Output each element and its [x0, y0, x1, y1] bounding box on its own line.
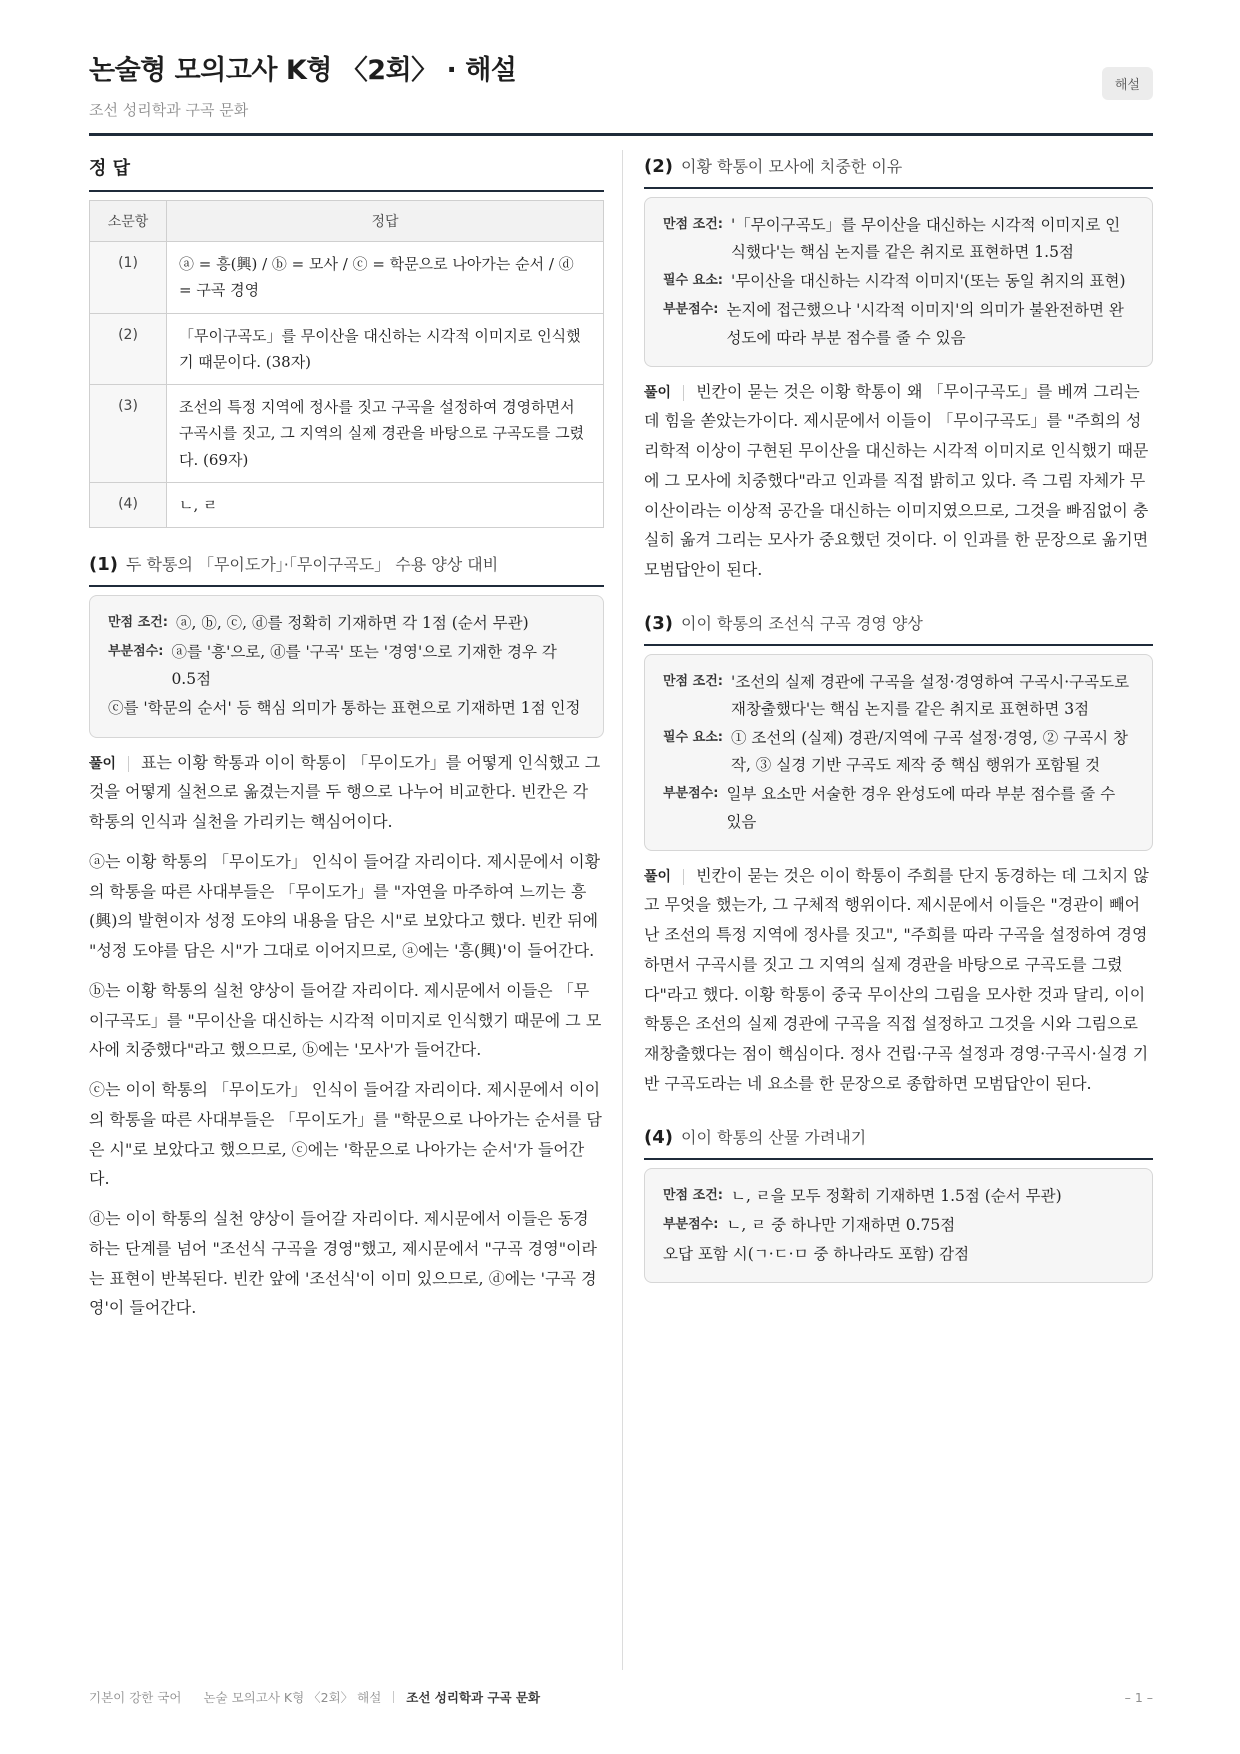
page-title: 논술형 모의고사 K형 〈2회〉 · 해설 [89, 55, 517, 86]
left-column [89, 148, 604, 1333]
full-score-label: 만점 조건: [663, 217, 723, 232]
answers-header-row [90, 201, 604, 242]
full-score-label: 만점 조건: [663, 673, 723, 689]
column-divider [622, 150, 623, 1670]
q3-explanation [644, 861, 1153, 1099]
table-row [90, 313, 604, 385]
section-badge: 해설 [1102, 67, 1153, 100]
table-row [90, 242, 604, 314]
required-row [663, 268, 1134, 295]
full-score-label: 만점 조건: [663, 1187, 723, 1203]
explain-tag: 풀이 [89, 756, 129, 772]
answers-heading [89, 148, 604, 192]
footer-exam: 논술 모의고사 K형 〈2회〉 해설 [203, 1690, 382, 1705]
row-answer: 조선의 특정 지역에 정사를 짓고 구곡을 설정하여 경영하면서 구곡시를 짓고, 그 지역의 실제 경관을 바탕으로 구곡도를 그렸다. (69자) [167, 385, 604, 483]
q1-explain-text: 표는 이황 학통과 이이 학통이 「무이도가」를 어떻게 인식했고 그것을 어떻게 실천으로 옮겼는지를 두 행으로 나누어 비교한다. 빈칸은 각 학통의 인식과 실천을 가리키는 핵심어이다. [89, 752, 601, 831]
footer-separator [393, 1691, 394, 1703]
page-footer [89, 1688, 1153, 1706]
full-score-text: ㄴ, ㄹ을 모두 정확히 기재하면 1.5점 (순서 무관) [730, 1186, 1062, 1205]
q3-number: (3) [644, 612, 673, 634]
answers-heading-label: 정 답 [89, 158, 131, 179]
partial-score-text: 논지에 접근했으나 '시각적 이미지'의 의미가 불완전하면 완성도에 따라 부분 점수를 줄 수 있음 [726, 301, 1124, 347]
required-row [663, 725, 1134, 779]
full-score-row [663, 212, 1134, 266]
q3-heading [644, 605, 1153, 646]
q1-title: 두 학통의 「무이도가」·「무이구곡도」 수용 양상 대비 [125, 555, 499, 574]
q1-grading-box [89, 595, 604, 738]
page-header [89, 48, 1153, 120]
col-answer-header: 정답 [167, 201, 604, 242]
q1-heading [89, 546, 604, 587]
row-num: (4) [90, 482, 167, 527]
q2-number: (2) [644, 156, 673, 177]
required-text: '무이산을 대신하는 시각적 이미지'(또는 동일 취지의 표현) [730, 272, 1126, 291]
partial-score-text: ㄴ, ㄹ 중 하나만 기재하면 0.75점 [726, 1215, 956, 1234]
explain-tag: 풀이 [644, 385, 684, 401]
row-num: (2) [90, 313, 167, 385]
table-row [90, 482, 604, 527]
partial-score-row [108, 639, 585, 693]
q1-para-b: ⓑ는 이황 학통의 실천 양상이 들어갈 자리이다. 제시문에서 이들은 「무이구곡도」를 "무이산을 대신하는 시각적 이미지로 인식했기 때문에 그 모사에 치중했다"라고 했으므로, ⓑ에는 '모사'가 들어간다. [89, 980, 602, 1060]
full-score-text: '조선의 실제 경관에 구곡을 설정·경영하여 구곡시·구곡도로 재창출했다'는 핵심 논지를 같은 취지로 표현하면 3점 [730, 672, 1130, 718]
q1-para-c: ⓒ는 이이 학통의 「무이도가」 인식이 들어갈 자리이다. 제시문에서 이이의 학통을 따른 사대부들은 「무이도가」를 "학문으로 나아가는 순서를 담은 시"로 보았다고 했으므로, ⓒ에는 '학문으로 나아가는 순서'가 들어간다. [89, 1080, 602, 1189]
q2-grading-box [644, 197, 1153, 367]
q1-para-d: ⓓ는 이이 학통의 실천 양상이 들어갈 자리이다. 제시문에서 이들은 동경하는 단계를 넘어 "조선식 구곡을 경영"했고, 제시문에서 "구곡 경영"이라는 표현이 반복된다. 빈칸 앞에 '조선식'이 이미 있으므로, ⓓ에는 '구곡 경영'이 들어간다. [89, 1209, 597, 1318]
partial-score-text: 일부 요소만 서술한 경우 완성도에 따라 부분 점수를 줄 수 있음 [726, 785, 1116, 831]
col-num-header: 소문항 [90, 201, 167, 242]
footer-brand: 기본이 강한 국어 [89, 1690, 182, 1705]
q2-heading [644, 148, 1153, 189]
partial-score-label: 부분점수: [663, 302, 719, 318]
q2-title: 이황 학통이 모사에 치중한 이유 [680, 157, 903, 176]
partial-score-row [663, 781, 1134, 835]
partial-score-extra: ⓒ를 '학문의 순서' 등 핵심 의미가 통하는 표현으로 기재하면 1점 인정 [108, 699, 581, 718]
explain-tag: 풀이 [644, 869, 684, 885]
page-number: – 1 – [1124, 1689, 1153, 1705]
answers-table [89, 200, 604, 528]
row-answer: ㄴ, ㄹ [167, 482, 604, 527]
partial-score-label: 부분점수: [108, 644, 164, 660]
row-num: (1) [90, 242, 167, 314]
row-answer: ⓐ = 흥(興) / ⓑ = 모사 / ⓒ = 학문으로 나아가는 순서 / ⓓ = 구곡 경영 [167, 242, 604, 314]
full-score-text: ⓐ, ⓑ, ⓒ, ⓓ를 정확히 기재하면 각 1점 (순서 무관) [175, 614, 529, 632]
partial-score-row [663, 1212, 1134, 1239]
q3-title: 이이 학통의 조선식 구곡 경영 양상 [680, 613, 923, 633]
q2-explain-text: 빈칸이 묻는 것은 이황 학통이 왜 「무이구곡도」를 베껴 그리는 데 힘을 쏟았는가이다. 제시문에서 이들이 「무이구곡도」를 "주희의 성리학적 이상이 구현된 무이산을 대신하는 시각적 이미지로 인식했기 때문에 그 모사에 치중했다"라고 인과를 직접 밝히고 있다. 즉 그림 자체가 무이산이라는 이상적 공간을 대신하는 이미지였으므로, 그것을 빠짐없이 충실히 옮겨 그리는 모사가 중요했던 것이다. 이 인과를 한 문장으로 옮기면 모범답안이 된다. [644, 381, 1149, 580]
full-score-row [108, 610, 585, 637]
full-score-row [663, 1183, 1134, 1210]
required-label: 필수 요소: [663, 730, 723, 746]
q4-grading-box [644, 1168, 1153, 1283]
table-row [90, 385, 604, 483]
q4-heading [644, 1119, 1153, 1160]
q4-title: 이이 학통의 산물 가려내기 [680, 1127, 867, 1147]
partial-score-row [663, 297, 1134, 351]
q2-explanation [644, 377, 1153, 585]
row-answer: 「무이구곡도」를 무이산을 대신하는 시각적 이미지로 인식했기 때문이다. (38자) [167, 313, 604, 385]
partial-score-text: ⓐ를 '흥'으로, ⓓ를 '구곡' 또는 '경영'으로 기재한 경우 각 0.5점 [171, 643, 557, 689]
full-score-label: 만점 조건: [108, 615, 168, 630]
required-text: ① 조선의 (실제) 경관/지역에 구곡 설정·경영, ② 구곡시 창작, ③ 실경 기반 구곡도 제작 중 핵심 행위가 포함될 것 [730, 729, 1129, 775]
row-num: (3) [90, 385, 167, 483]
partial-score-label: 부분점수: [663, 786, 719, 802]
q1-number: (1) [89, 554, 118, 575]
full-score-text: '「무이구곡도」를 무이산을 대신하는 시각적 이미지로 인식했다'는 핵심 논지를 같은 취지로 표현하면 1.5점 [730, 216, 1121, 262]
right-column [644, 148, 1153, 1293]
penalty-note: 오답 포함 시(ㄱ·ㄷ·ㅁ 중 하나라도 포함) 감점 [663, 1244, 970, 1263]
q3-explain-text: 빈칸이 묻는 것은 이이 학통이 주희를 단지 동경하는 데 그치지 않고 무엇을 했는가, 그 구체적 행위이다. 제시문에서 이들은 "경관이 빼어난 조선의 특정 지역에 정사를 짓고", "주희를 따라 구곡을 설정하여 경영하면서 구곡시를 짓고 그 지역의 실제 경관을 바탕으로 구곡도를 그렸다"라고 했다. 이황 학통이 중국 무이산의 그림을 모사한 것과 달리, 이이 학통은 조선의 실제 경관에 구곡을 직접 설정하고 그것을 시와 그림으로 재창출했다는 점이 핵심이다. 정사 건립·구곡 설정과 경영·구곡시·실경 기반 구곡도라는 네 요소를 한 문장으로 종합하면 모범답안이 된다. [644, 865, 1149, 1093]
partial-score-label: 부분점수: [663, 1216, 719, 1232]
full-score-row [663, 669, 1134, 723]
q1-para-a: ⓐ는 이황 학통의 「무이도가」 인식이 들어갈 자리이다. 제시문에서 이황의 학통을 따른 사대부들은 「무이도가」를 "자연을 마주하여 느끼는 흥(興)의 발현이자 성정 도야의 내용을 담은 시"로 보았다고 했다. 빈칸 뒤에 "성정 도야를 담은 시"가 그대로 이어지므로, ⓐ에는 '흥(興)'이 들어간다. [89, 851, 601, 960]
page-subtitle: 조선 성리학과 구곡 문화 [89, 101, 249, 119]
q1-explanation [89, 748, 604, 837]
required-label: 필수 요소: [663, 273, 723, 289]
footer-topic: 조선 성리학과 구곡 문화 [406, 1690, 541, 1705]
q4-number: (4) [644, 1126, 673, 1148]
header-rule [89, 133, 1153, 136]
q3-grading-box [644, 654, 1153, 851]
